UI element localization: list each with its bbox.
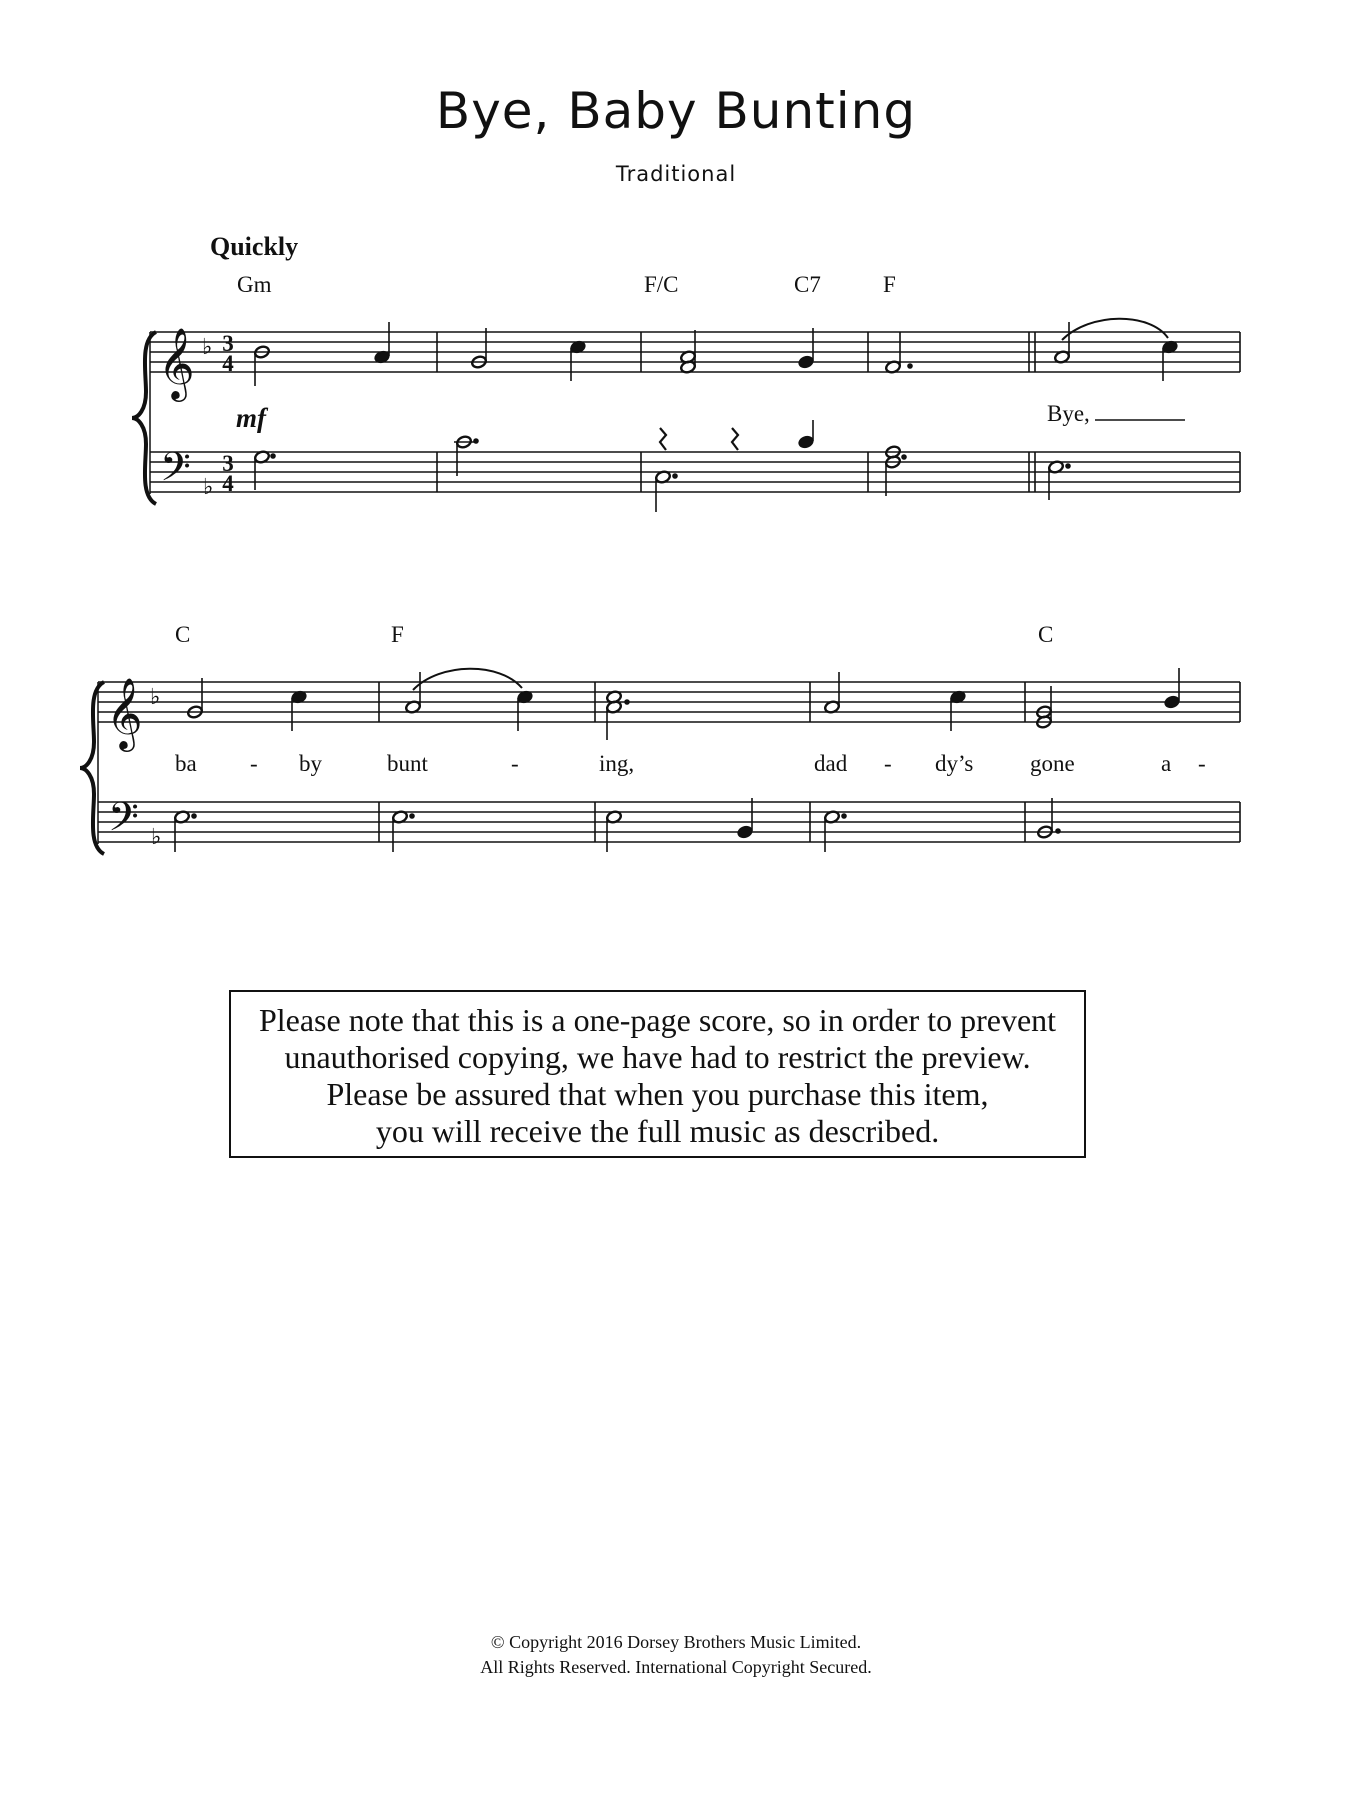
lyric-hyphen: - <box>250 751 258 776</box>
copyright-line: © Copyright 2016 Dorsey Brothers Music Limited. <box>490 1632 862 1652</box>
lyric-syllable: ing, <box>599 751 635 776</box>
lyric-hyphen: - <box>884 751 892 776</box>
bass-staff-1 <box>150 452 1240 492</box>
lyric-syllable: dad <box>814 751 848 776</box>
page-title: Bye, Baby Bunting <box>435 82 917 140</box>
lyric-syllable: dy’s <box>935 751 974 776</box>
flat-icon: ♭ <box>202 335 213 360</box>
bass-clef-icon: 𝄢 <box>160 444 191 500</box>
time-sig-top: 3 <box>222 451 234 476</box>
grand-staff-brace <box>132 332 156 504</box>
lyric-syllable: by <box>299 751 322 776</box>
tempo-marking: Quickly <box>210 232 299 261</box>
time-sig-bottom: 4 <box>222 351 234 376</box>
chord-symbol: C <box>1038 622 1054 647</box>
lyric-syllable: gone <box>1030 751 1075 776</box>
preview-notice <box>229 990 1086 1158</box>
time-sig-top: 3 <box>222 331 234 356</box>
lyric-syllable: bunt <box>387 751 428 776</box>
chord-symbol: F <box>391 622 404 647</box>
composer-credit: Traditional <box>615 162 737 186</box>
lyric-syllable: Bye, <box>1047 401 1090 426</box>
lyric-syllable: ba <box>175 751 197 776</box>
notice-line: Please be assured that when you purchase this item, <box>326 1076 989 1112</box>
chord-symbol: F <box>883 272 896 297</box>
treble-clef-icon: 𝄞 <box>158 326 195 399</box>
copyright-footer <box>0 1630 1352 1680</box>
chord-symbol: C <box>175 622 191 647</box>
treble-staff-2 <box>98 682 1240 722</box>
flat-icon: ♭ <box>203 475 214 500</box>
notice-line: unauthorised copying, we have had to restrict the preview. <box>284 1039 1031 1075</box>
lyric-hyphen: - <box>511 751 519 776</box>
dynamic-marking: mf <box>236 403 266 433</box>
treble-clef-icon: 𝄞 <box>106 676 143 749</box>
lyric-hyphen: - <box>1198 751 1206 776</box>
grand-staff-brace <box>80 682 104 854</box>
flat-icon: ♭ <box>150 685 161 710</box>
notice-line: you will receive the full music as described. <box>375 1113 940 1149</box>
bass-staff-2 <box>98 802 1240 842</box>
barlines-2 <box>379 682 1240 842</box>
time-sig-bottom: 4 <box>222 471 234 496</box>
notice-line: Please note that this is a one-page score, so in order to prevent <box>258 1002 1057 1038</box>
chord-symbol: F/C <box>644 272 679 297</box>
flat-icon: ♭ <box>151 825 162 850</box>
notes-system-1 <box>254 319 1179 512</box>
barlines-1 <box>437 332 1240 492</box>
lyric-syllable: a <box>1161 751 1172 776</box>
chord-symbol: Gm <box>237 272 272 297</box>
chord-symbol: C7 <box>794 272 821 297</box>
rights-line: All Rights Reserved. International Copyright Secured. <box>480 1657 872 1677</box>
bass-clef-icon: 𝄢 <box>108 794 139 850</box>
